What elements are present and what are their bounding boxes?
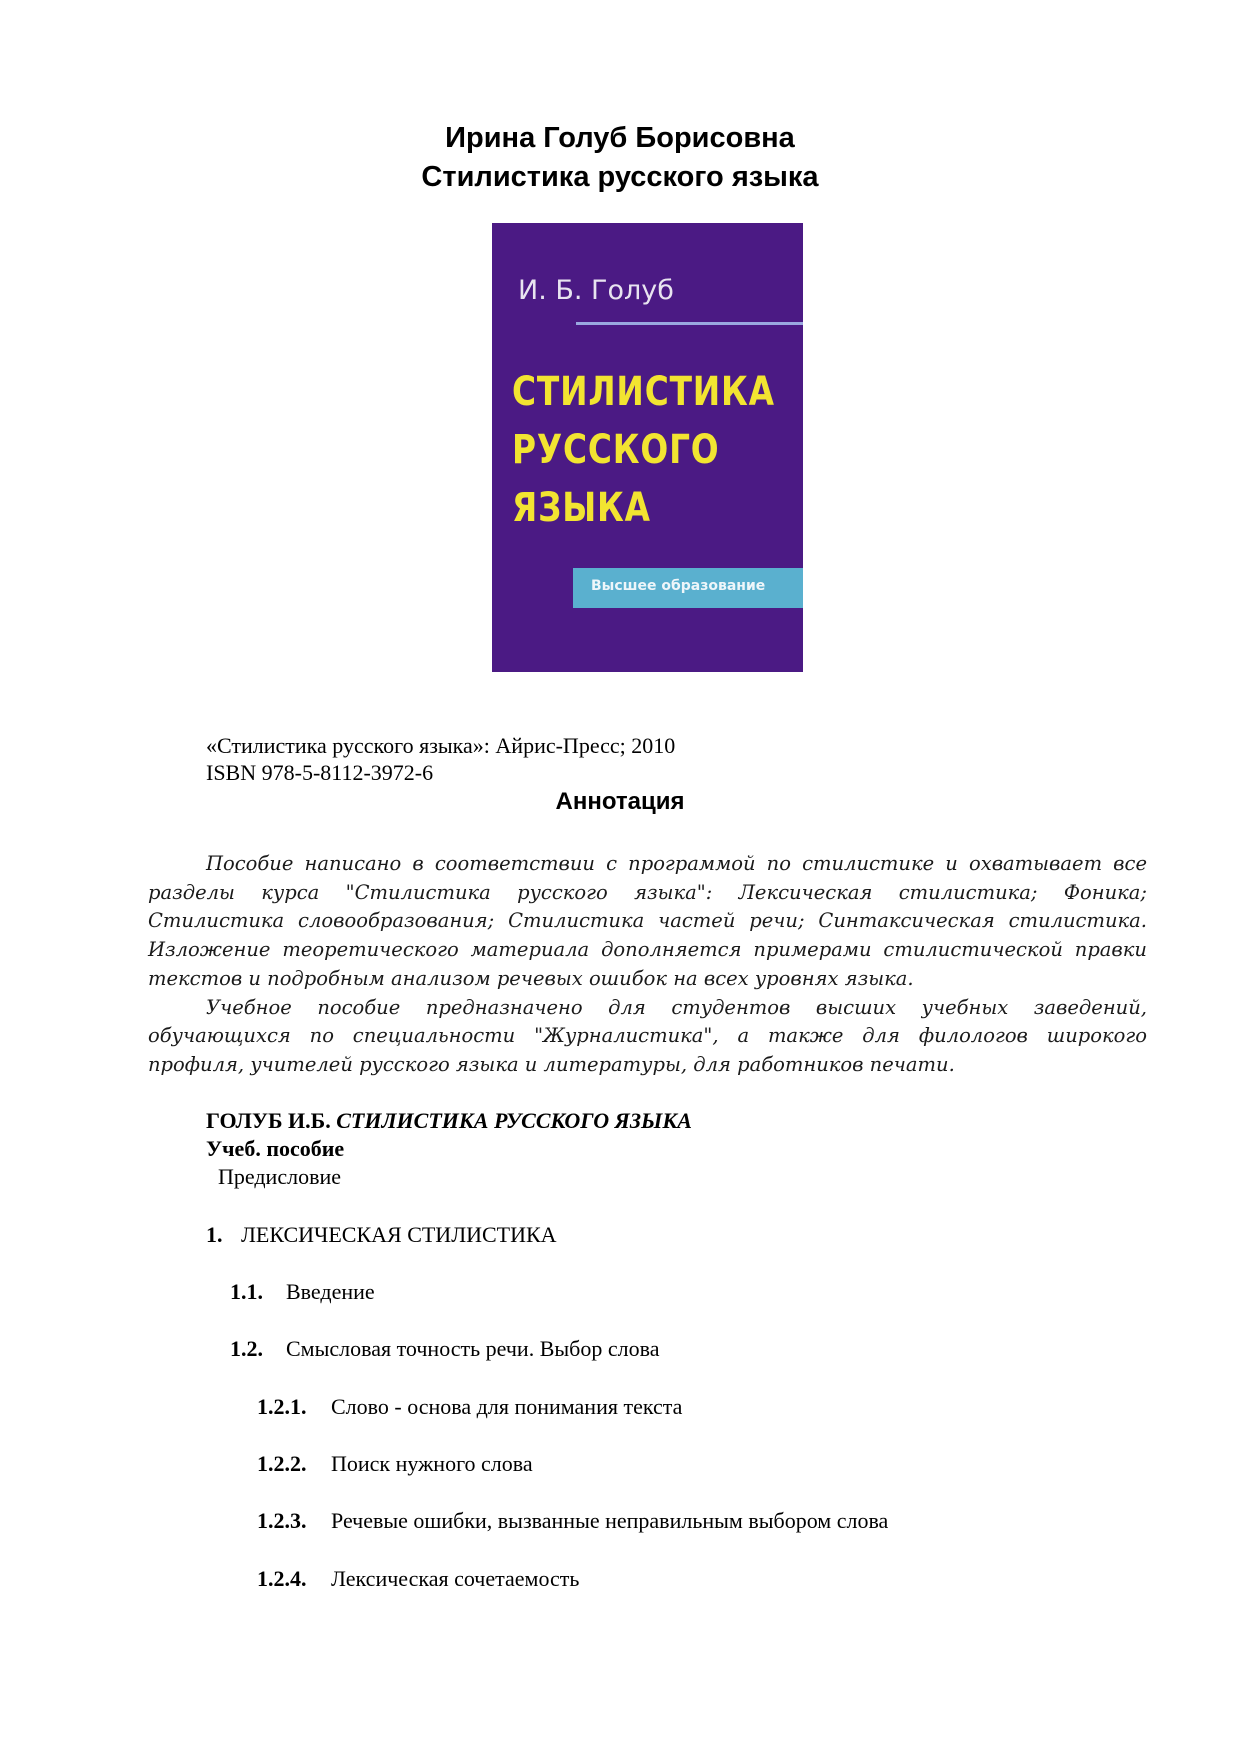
annotation-heading: Аннотация [555, 788, 685, 815]
publication-info: «Стилистика русского языка»: Айрис-Пресс; 2010 [206, 733, 676, 758]
toc-item-number: 1. [206, 1222, 223, 1247]
toc-item-number: 1.2.4. [257, 1566, 307, 1591]
toc-item-label: Смысловая точность речи. Выбор слова [286, 1336, 660, 1361]
isbn: ISBN 978-5-8112-3972-6 [206, 760, 434, 785]
toc-item[interactable] [257, 1451, 533, 1477]
cover-series-label: Высшее образование [591, 578, 766, 594]
toc-book-heading [206, 1108, 692, 1134]
toc-item-label: Речевые ошибки, вызванные неправильным выбором слова [331, 1508, 889, 1533]
toc-preface[interactable]: Предисловие [218, 1164, 341, 1189]
toc-item[interactable] [257, 1508, 888, 1534]
cover-title-line: СТИЛИСТИКА [512, 369, 775, 415]
toc-item-number: 1.2.3. [257, 1508, 307, 1533]
cover-title [512, 363, 775, 537]
toc-item[interactable] [230, 1279, 375, 1305]
toc-item-label: Введение [286, 1279, 375, 1304]
toc-item[interactable] [230, 1336, 659, 1362]
toc-subtitle: Учеб. пособие [206, 1136, 345, 1161]
toc-item[interactable] [257, 1566, 579, 1592]
annotation-paragraph: Учебное пособие предназначено для студентов высших учебных заведений, обучающихся по специальности "Журналистика", а также для филологов широкого профиля, учителей русского языка и литературы, для работников печати. [148, 995, 1147, 1076]
toc-item-label: Поиск нужного слова [331, 1451, 533, 1476]
toc-author: ГОЛУБ И.Б. [206, 1108, 331, 1133]
cover-author: И. Б. Голуб [518, 275, 674, 306]
toc-book-title: СТИЛИСТИКА РУССКОГО ЯЗЫКА [336, 1108, 692, 1133]
toc-item-number: 1.2. [230, 1336, 263, 1361]
toc-item[interactable] [257, 1394, 682, 1420]
toc-item-label: Лексическая сочетаемость [331, 1566, 580, 1591]
annotation-paragraph: Пособие написано в соответствии с программой по стилистике и охватывает все разделы курса "Стилистика русского языка": Лексическая стилистика; Фоника; Стилистика словообразования; Стилистика частей речи; Синтаксическая стилистика. Изложение теоретического материала дополняется примерами стилистической правки текстов и подробным анализом речевых ошибок на всех уровнях языка. [148, 852, 1147, 990]
cover-title-line: ЯЗЫКА [512, 485, 651, 531]
toc-item-number: 1.1. [230, 1279, 263, 1304]
toc-item-label: Слово - основа для понимания текста [331, 1394, 683, 1419]
toc-item-number: 1.2.2. [257, 1451, 307, 1476]
book-title: Стилистика русского языка [421, 161, 819, 193]
book-cover-image [492, 223, 803, 672]
cover-divider-line [576, 322, 803, 325]
cover-series-band [573, 568, 803, 608]
annotation-text [148, 850, 1147, 1080]
toc-item-number: 1.2.1. [257, 1394, 307, 1419]
toc-item-label: ЛЕКСИЧЕСКАЯ СТИЛИСТИКА [241, 1222, 557, 1247]
cover-title-line: РУССКОГО [512, 427, 720, 473]
toc-item[interactable] [206, 1222, 557, 1248]
author-name: Ирина Голуб Борисовна [445, 122, 795, 154]
